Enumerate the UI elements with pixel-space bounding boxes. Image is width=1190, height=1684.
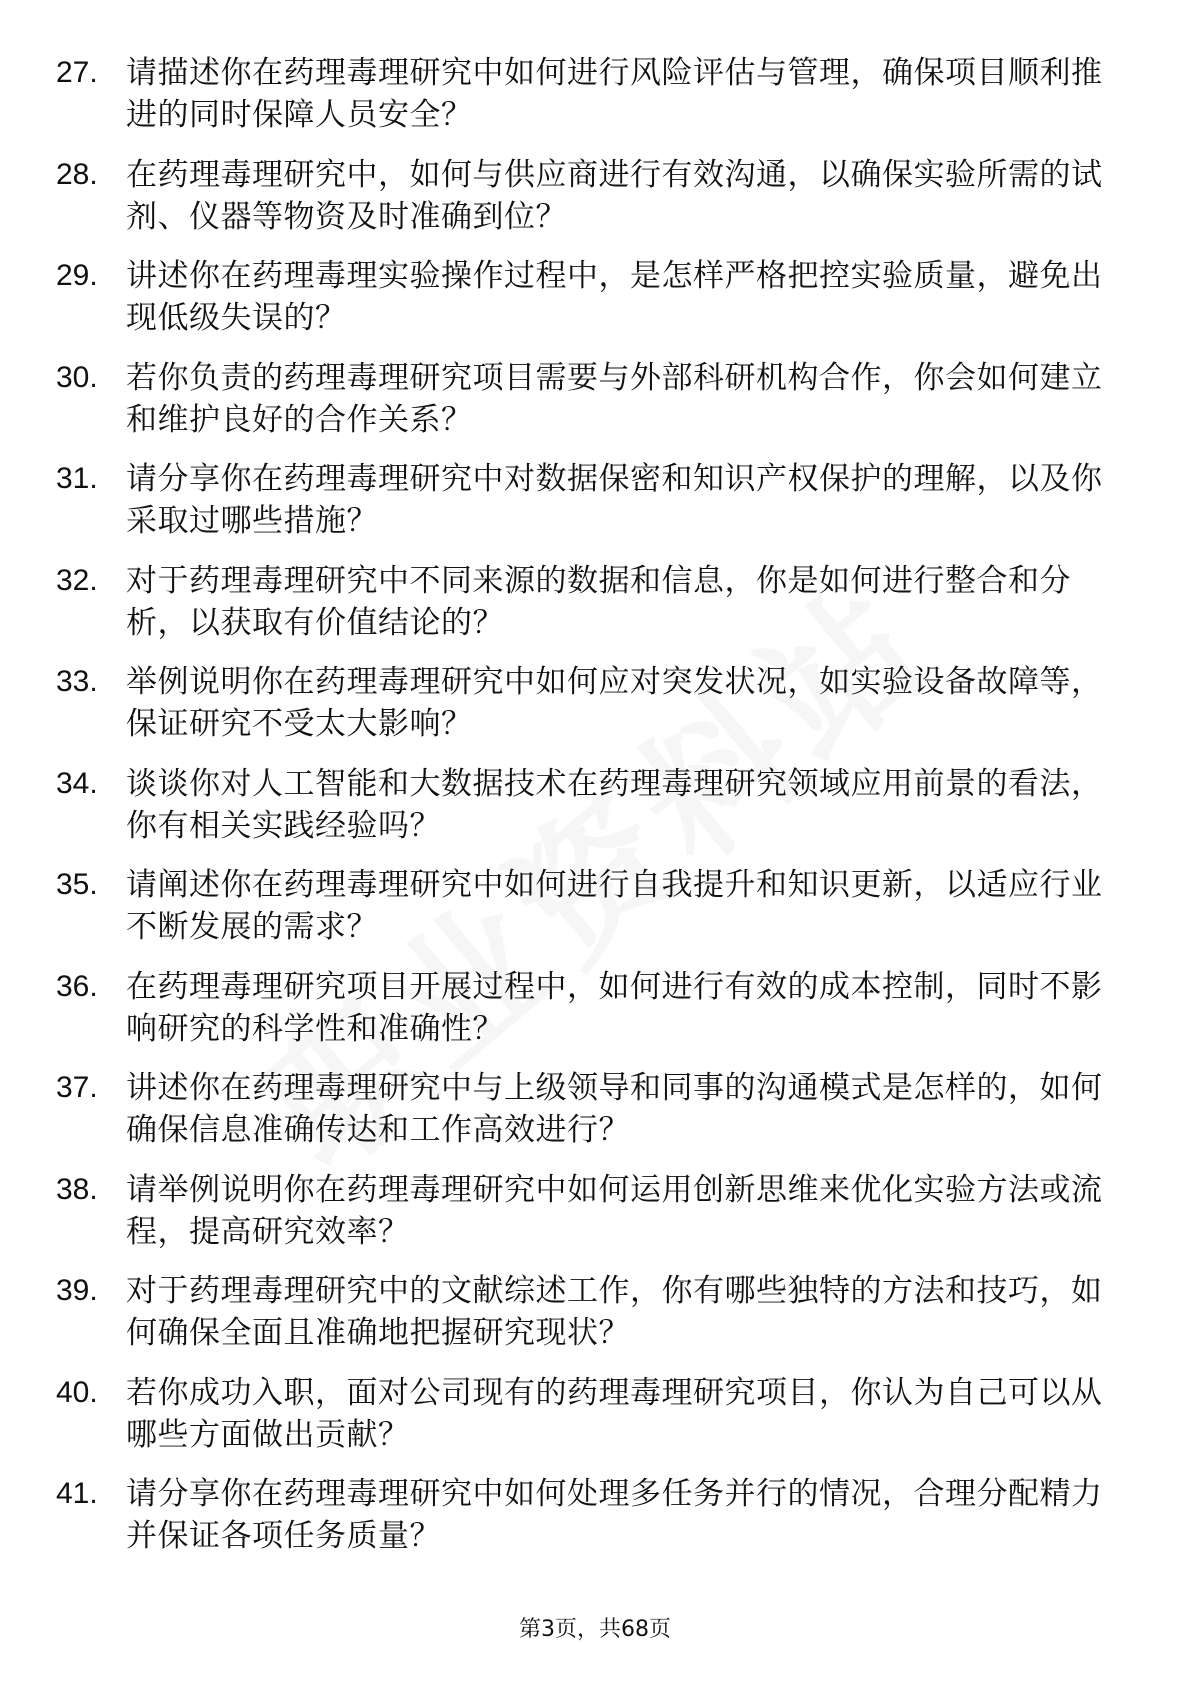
- question-number: 27.: [56, 56, 98, 89]
- question-number: 31.: [56, 462, 98, 495]
- question-number: 41.: [56, 1477, 98, 1510]
- question-text: 讲述你在药理毒理研究中与上级领导和同事的沟通模式是怎样的，如何确保信息准确传达和工作高效进行？: [126, 1070, 1103, 1148]
- question-item: [0, 1270, 1190, 1372]
- question-item: [0, 966, 1190, 1068]
- question-list: [0, 52, 1190, 1575]
- question-number: 35.: [56, 868, 98, 901]
- question-text: 请阐述你在药理毒理研究中如何进行自我提升和知识更新，以适应行业不断发展的需求？: [126, 867, 1103, 945]
- question-item: [0, 1067, 1190, 1169]
- question-item: [0, 255, 1190, 357]
- question-text: 请分享你在药理毒理研究中如何处理多任务并行的情况，合理分配精力并保证各项任务质量？: [126, 1476, 1103, 1554]
- question-item: [0, 1169, 1190, 1271]
- question-number: 34.: [56, 766, 98, 800]
- question-number: 37.: [56, 1071, 98, 1104]
- question-text: 若你负责的药理毒理研究项目需要与外部科研机构合作，你会如何建立和维护良好的合作关系？: [126, 359, 1103, 438]
- question-number: 36.: [56, 969, 98, 1003]
- question-text: 在药理毒理研究项目开展过程中，如何进行有效的成本控制，同时不影响研究的科学性和准确性？: [126, 968, 1103, 1047]
- question-number: 40.: [56, 1375, 98, 1409]
- question-text: 对于药理毒理研究中的文献综述工作，你有哪些独特的方法和技巧，如何确保全面且准确地把握研究现状？: [126, 1273, 1103, 1351]
- question-text: 请举例说明你在药理毒理研究中如何运用创新思维来优化实验方法或流程，提高研究效率？: [126, 1171, 1103, 1250]
- question-text: 在药理毒理研究中，如何与供应商进行有效沟通，以确保实验所需的试剂、仪器等物资及时准确到位？: [126, 156, 1103, 235]
- question-item: [0, 458, 1190, 560]
- question-text: 讲述你在药理毒理实验操作过程中，是怎样严格把控实验质量，避免出现低级失误的？: [126, 258, 1103, 336]
- question-item: [0, 864, 1190, 966]
- page-footer: 第3页，共68页: [519, 1617, 671, 1642]
- question-item: [0, 1473, 1190, 1575]
- question-number: 32.: [56, 563, 98, 597]
- question-item: [0, 763, 1190, 865]
- question-item: [0, 357, 1190, 459]
- question-text: 请分享你在药理毒理研究中对数据保密和知识产权保护的理解，以及你采取过哪些措施？: [126, 461, 1103, 539]
- question-number: 29.: [56, 259, 98, 292]
- question-item: [0, 1372, 1190, 1474]
- question-number: 39.: [56, 1274, 98, 1307]
- question-number: 30.: [56, 360, 98, 394]
- question-text: 若你成功入职，面对公司现有的药理毒理研究项目，你认为自己可以从哪些方面做出贡献？: [126, 1374, 1103, 1453]
- question-text: 举例说明你在药理毒理研究中如何应对突发状况，如实验设备故障等，保证研究不受太大影响？: [126, 664, 1103, 742]
- question-text: 谈谈你对人工智能和大数据技术在药理毒理研究领域应用前景的看法，你有相关实践经验吗？: [126, 765, 1103, 844]
- question-text: 请描述你在药理毒理研究中如何进行风险评估与管理，确保项目顺利推进的同时保障人员安全？: [126, 55, 1103, 133]
- question-text: 对于药理毒理研究中不同来源的数据和信息，你是如何进行整合和分析，以获取有价值结论的？: [126, 562, 1071, 641]
- question-number: 33.: [56, 665, 98, 698]
- question-item: [0, 661, 1190, 763]
- question-number: 38.: [56, 1172, 98, 1206]
- question-item: [0, 154, 1190, 256]
- question-number: 28.: [56, 157, 98, 191]
- question-item: [0, 560, 1190, 662]
- question-item: [0, 52, 1190, 154]
